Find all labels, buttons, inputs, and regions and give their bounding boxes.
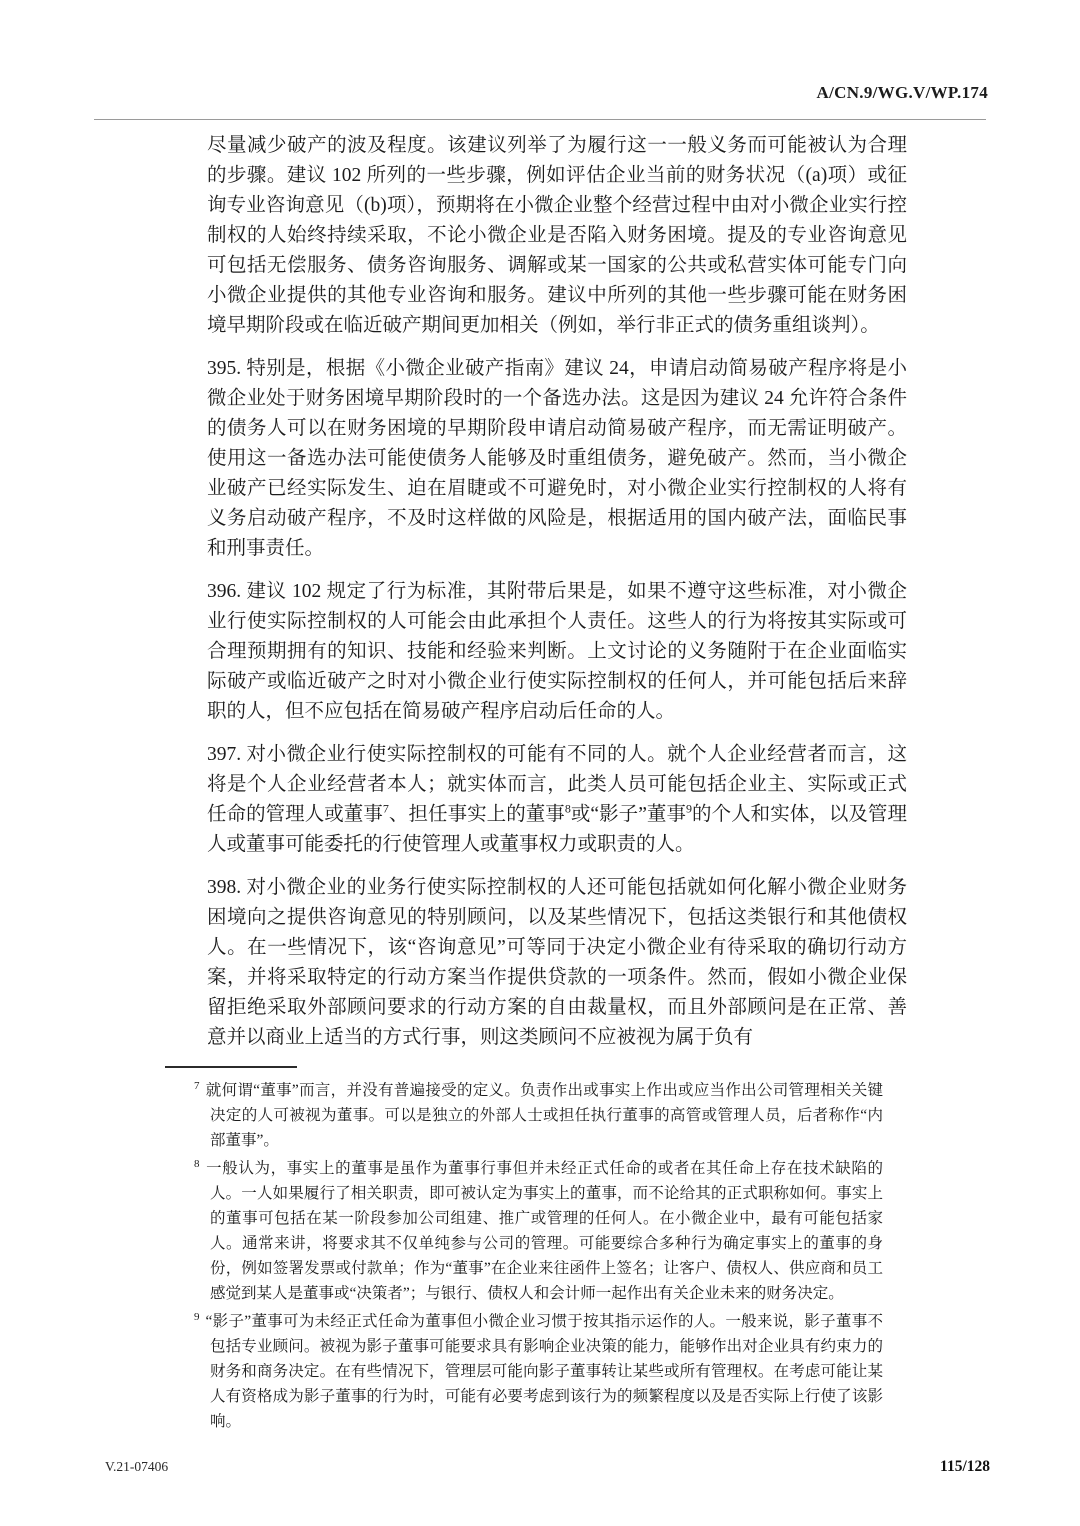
paragraph-395: 395. 特别是，根据《小微企业破产指南》建议 24，申请启动简易破产程序将是小微企业处于财务困境早期阶段时的一个备选办法。这是因为建议 24 允许符合条件的债务人可以在财务困境的早期阶段申请启动简易破产程序，而无需证明破产。使用这一备选办法可能使债务人能够及时重组债务，避免破产。然而，当小微企业破产已经实际发生、迫在眉睫或不可避免时，对小微企业实行控制权的人将有义务启动破产程序，不及时这样做的风险是，根据适用的国内破产法，面临民事和刑事责任。 <box>207 358 907 559</box>
footnote-8 <box>194 1156 883 1306</box>
footnote-ref-8: 8 <box>564 801 571 816</box>
job-number: V.21-07406 <box>105 1459 169 1474</box>
footnote-7-number: 7 <box>194 1079 200 1092</box>
footnote-7 <box>194 1078 883 1153</box>
footnote-8-text: 一般认为，事实上的董事是虽作为董事行事但并未经正式任命的或者在其任命上存在技术缺陷的人。一人如果履行了相关职责，即可被认定为事实上的董事，而不论给其的正式职称如何。事实上的董事可包括在某一阶段参加公司组建、推广或管理的任何人。在小微企业中，最有可能包括家人。通常来讲，将要求其不仅单纯参与公司的管理。可能要综合多种行为确定事实上的董事的身份，例如签署发票或付款单；作为“董事”在企业来往函件上签名；让客户、债权人、供应商和员工感觉到某人是董事或“决策者”；与银行、债权人和会计师一起作出有关企业未来的财务决定。 <box>205 1160 883 1302</box>
document-symbol: A/CN.9/WG.V/WP.174 <box>816 83 988 102</box>
page-footer <box>105 1458 990 1476</box>
footnote-9-number: 9 <box>194 1310 200 1323</box>
page-number: 115/128 <box>940 1458 990 1475</box>
paragraph-397-segment: 或“影子”董事 <box>570 804 686 825</box>
paragraph-397-segment: 397. 对小微企业行使实际控制权的可能有不同的人。就个人企业经营者而言，这将是个人企业经营者本人；就实体而言，此类人员可能包括企业主、实际或正式任命的管理人或董事 <box>207 744 907 825</box>
footnote-9-text: “影子”董事可为未经正式任命为董事但小微企业习惯于按其指示运作的人。一般来说，影子董事不包括专业顾问。被视为影子董事可能要求具有影响企业决策的能力，能够作出对企业具有约束力的财务和商务决定。在有些情况下，管理层可能向影子董事转让某些或所有管理权。在考虑可能让某人有资格成为影子董事的行为时，可能有必要考虑到该行为的频繁程度以及是否实际上行使了该影响。 <box>205 1313 883 1430</box>
paragraph-396: 396. 建议 102 规定了行为标准，其附带后果是，如果不遵守这些标准，对小微企业行使实际控制权的人可能会由此承担个人责任。这些人的行为将按其实际或可合理预期拥有的知识、技能和经验来判断。上文讨论的义务随附于在企业面临实际破产或临近破产之时对小微企业行使实际控制权的任何人，并可能包括后来辞职的人，但不应包括在简易破产程序启动后任命的人。 <box>207 581 907 722</box>
paragraph-397-segment: 的个人和实体，以及管理人或董事可能委托的行使管理人或董事权力或职责的人。 <box>207 804 907 855</box>
page-header <box>95 83 988 103</box>
paragraph-397-segment: 、担任事实上的董事 <box>388 804 565 825</box>
footnote-9 <box>194 1309 883 1434</box>
footnote-8-number: 8 <box>194 1157 200 1170</box>
header-divider <box>94 119 986 120</box>
footnotes-section <box>194 1066 883 1437</box>
document-body <box>207 131 907 1066</box>
paragraph-397 <box>207 740 907 860</box>
footnote-7-text: 就何谓“董事”而言，并没有普遍接受的定义。负责作出或事实上作出或应当作出公司管理相关关键决定的人可被视为董事。可以是独立的外部人士或担任执行董事的高管或管理人员，后者称作“内部董事”。 <box>205 1082 883 1149</box>
paragraph-398: 398. 对小微企业的业务行使实际控制权的人还可能包括就如何化解小微企业财务困境向之提供咨询意见的特别顾问，以及某些情况下，包括这类银行和其他债权人。在一些情况下，该“咨询意见”可等同于决定小微企业有待采取的确切行动方案，并将采取特定的行动方案当作提供贷款的一项条件。然而，假如小微企业保留拒绝采取外部顾问要求的行动方案的自由裁量权，而且外部顾问是在正常、善意并以商业上适当的方式行事，则这类顾问不应被视为属于负有 <box>207 877 907 1048</box>
footnote-ref-9: 9 <box>685 801 692 816</box>
footnote-ref-7: 7 <box>382 801 389 816</box>
footnote-divider <box>165 1066 297 1068</box>
paragraph-continuation: 尽量减少破产的波及程度。该建议列举了为履行这一一般义务而可能被认为合理的步骤。建议 102 所列的一些步骤，例如评估企业当前的财务状况（(a)项）或征询专业咨询意见（(b)项），预期将在小微企业整个经营过程中由对小微企业实行控制权的人始终持续采取，不论小微企业是否陷入财务困境。提及的专业咨询意见可包括无偿服务、债务咨询服务、调解或某一国家的公共或私营实体可能专门向小微企业提供的其他专业咨询和服务。建议中所列的其他一些步骤可能在财务困境早期阶段或在临近破产期间更加相关（例如，举行非正式的债务重组谈判）。 <box>207 135 907 336</box>
